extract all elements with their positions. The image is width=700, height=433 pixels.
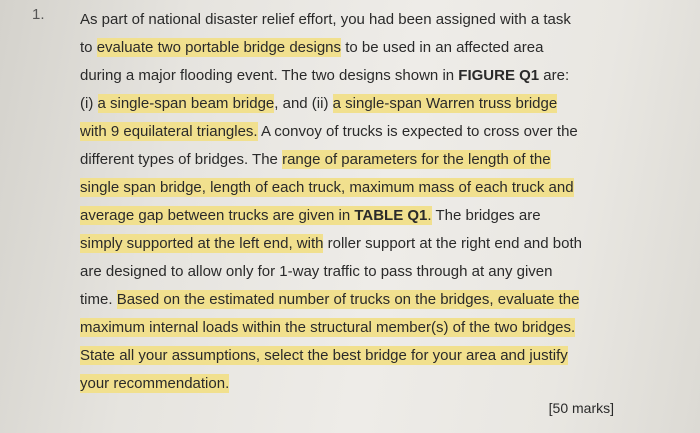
- text-segment: to be used in an affected area: [341, 39, 544, 56]
- text-segment: (i): [80, 95, 98, 112]
- text-line: [80, 34, 622, 62]
- text-segment: are:: [539, 67, 570, 84]
- highlighted-text: single span bridge, length of each truck, maximum mass of each truck and: [80, 179, 574, 196]
- text-segment: FIGURE Q1: [458, 67, 540, 84]
- text-line: [80, 258, 622, 286]
- text-segment: during a major flooding event. The two designs shown in: [80, 67, 459, 84]
- text-line: [80, 62, 622, 90]
- marks-label: [50 marks]: [548, 400, 614, 416]
- text-segment: roller support at the right end and both: [323, 235, 582, 252]
- text-segment: to: [80, 39, 97, 56]
- highlighted-text: simply supported at the left end, with: [80, 235, 324, 252]
- highlighted-text: range of parameters for the length of the: [282, 151, 551, 168]
- text-line: [80, 230, 622, 258]
- text-line: [80, 314, 622, 342]
- highlighted-text: Based on the estimated number of trucks on the bridges, evaluate the: [116, 291, 580, 308]
- text-line: [80, 370, 622, 398]
- text-segment: , and (ii): [274, 95, 333, 112]
- highlighted-text: maximum internal loads within the structural member(s) of the two bridges.: [80, 319, 576, 336]
- highlighted-text: TABLE Q1: [354, 207, 428, 224]
- question-text: [80, 6, 622, 398]
- highlighted-text: average gap between trucks are given in: [80, 207, 355, 224]
- highlighted-text: with 9 equilateral triangles.: [80, 123, 258, 140]
- question-number: 1.: [32, 6, 45, 23]
- text-line: [80, 6, 622, 34]
- text-line: [80, 146, 622, 174]
- highlighted-text: evaluate two portable bridge designs: [96, 39, 342, 56]
- text-line: [80, 342, 622, 370]
- highlighted-text: State all your assumptions, select the best bridge for your area and justify: [80, 347, 568, 364]
- text-line: [80, 90, 622, 118]
- text-line: [80, 174, 622, 202]
- text-segment: time.: [80, 291, 117, 308]
- text-segment: different types of bridges. The: [80, 151, 283, 168]
- highlighted-text: a single-span Warren truss bridge: [332, 95, 558, 112]
- highlighted-text: a single-span beam bridge: [97, 95, 275, 112]
- text-line: [80, 202, 622, 230]
- text-line: [80, 118, 622, 146]
- text-segment: A convoy of trucks is expected to cross over the: [257, 123, 578, 140]
- text-line: [80, 286, 622, 314]
- text-segment: As part of national disaster relief effort, you had been assigned with a task: [80, 11, 571, 28]
- highlighted-text: your recommendation.: [80, 375, 230, 392]
- highlighted-text: .: [427, 207, 432, 224]
- text-segment: The bridges are: [431, 207, 541, 224]
- text-segment: are designed to allow only for 1-way traffic to pass through at any given: [80, 263, 553, 280]
